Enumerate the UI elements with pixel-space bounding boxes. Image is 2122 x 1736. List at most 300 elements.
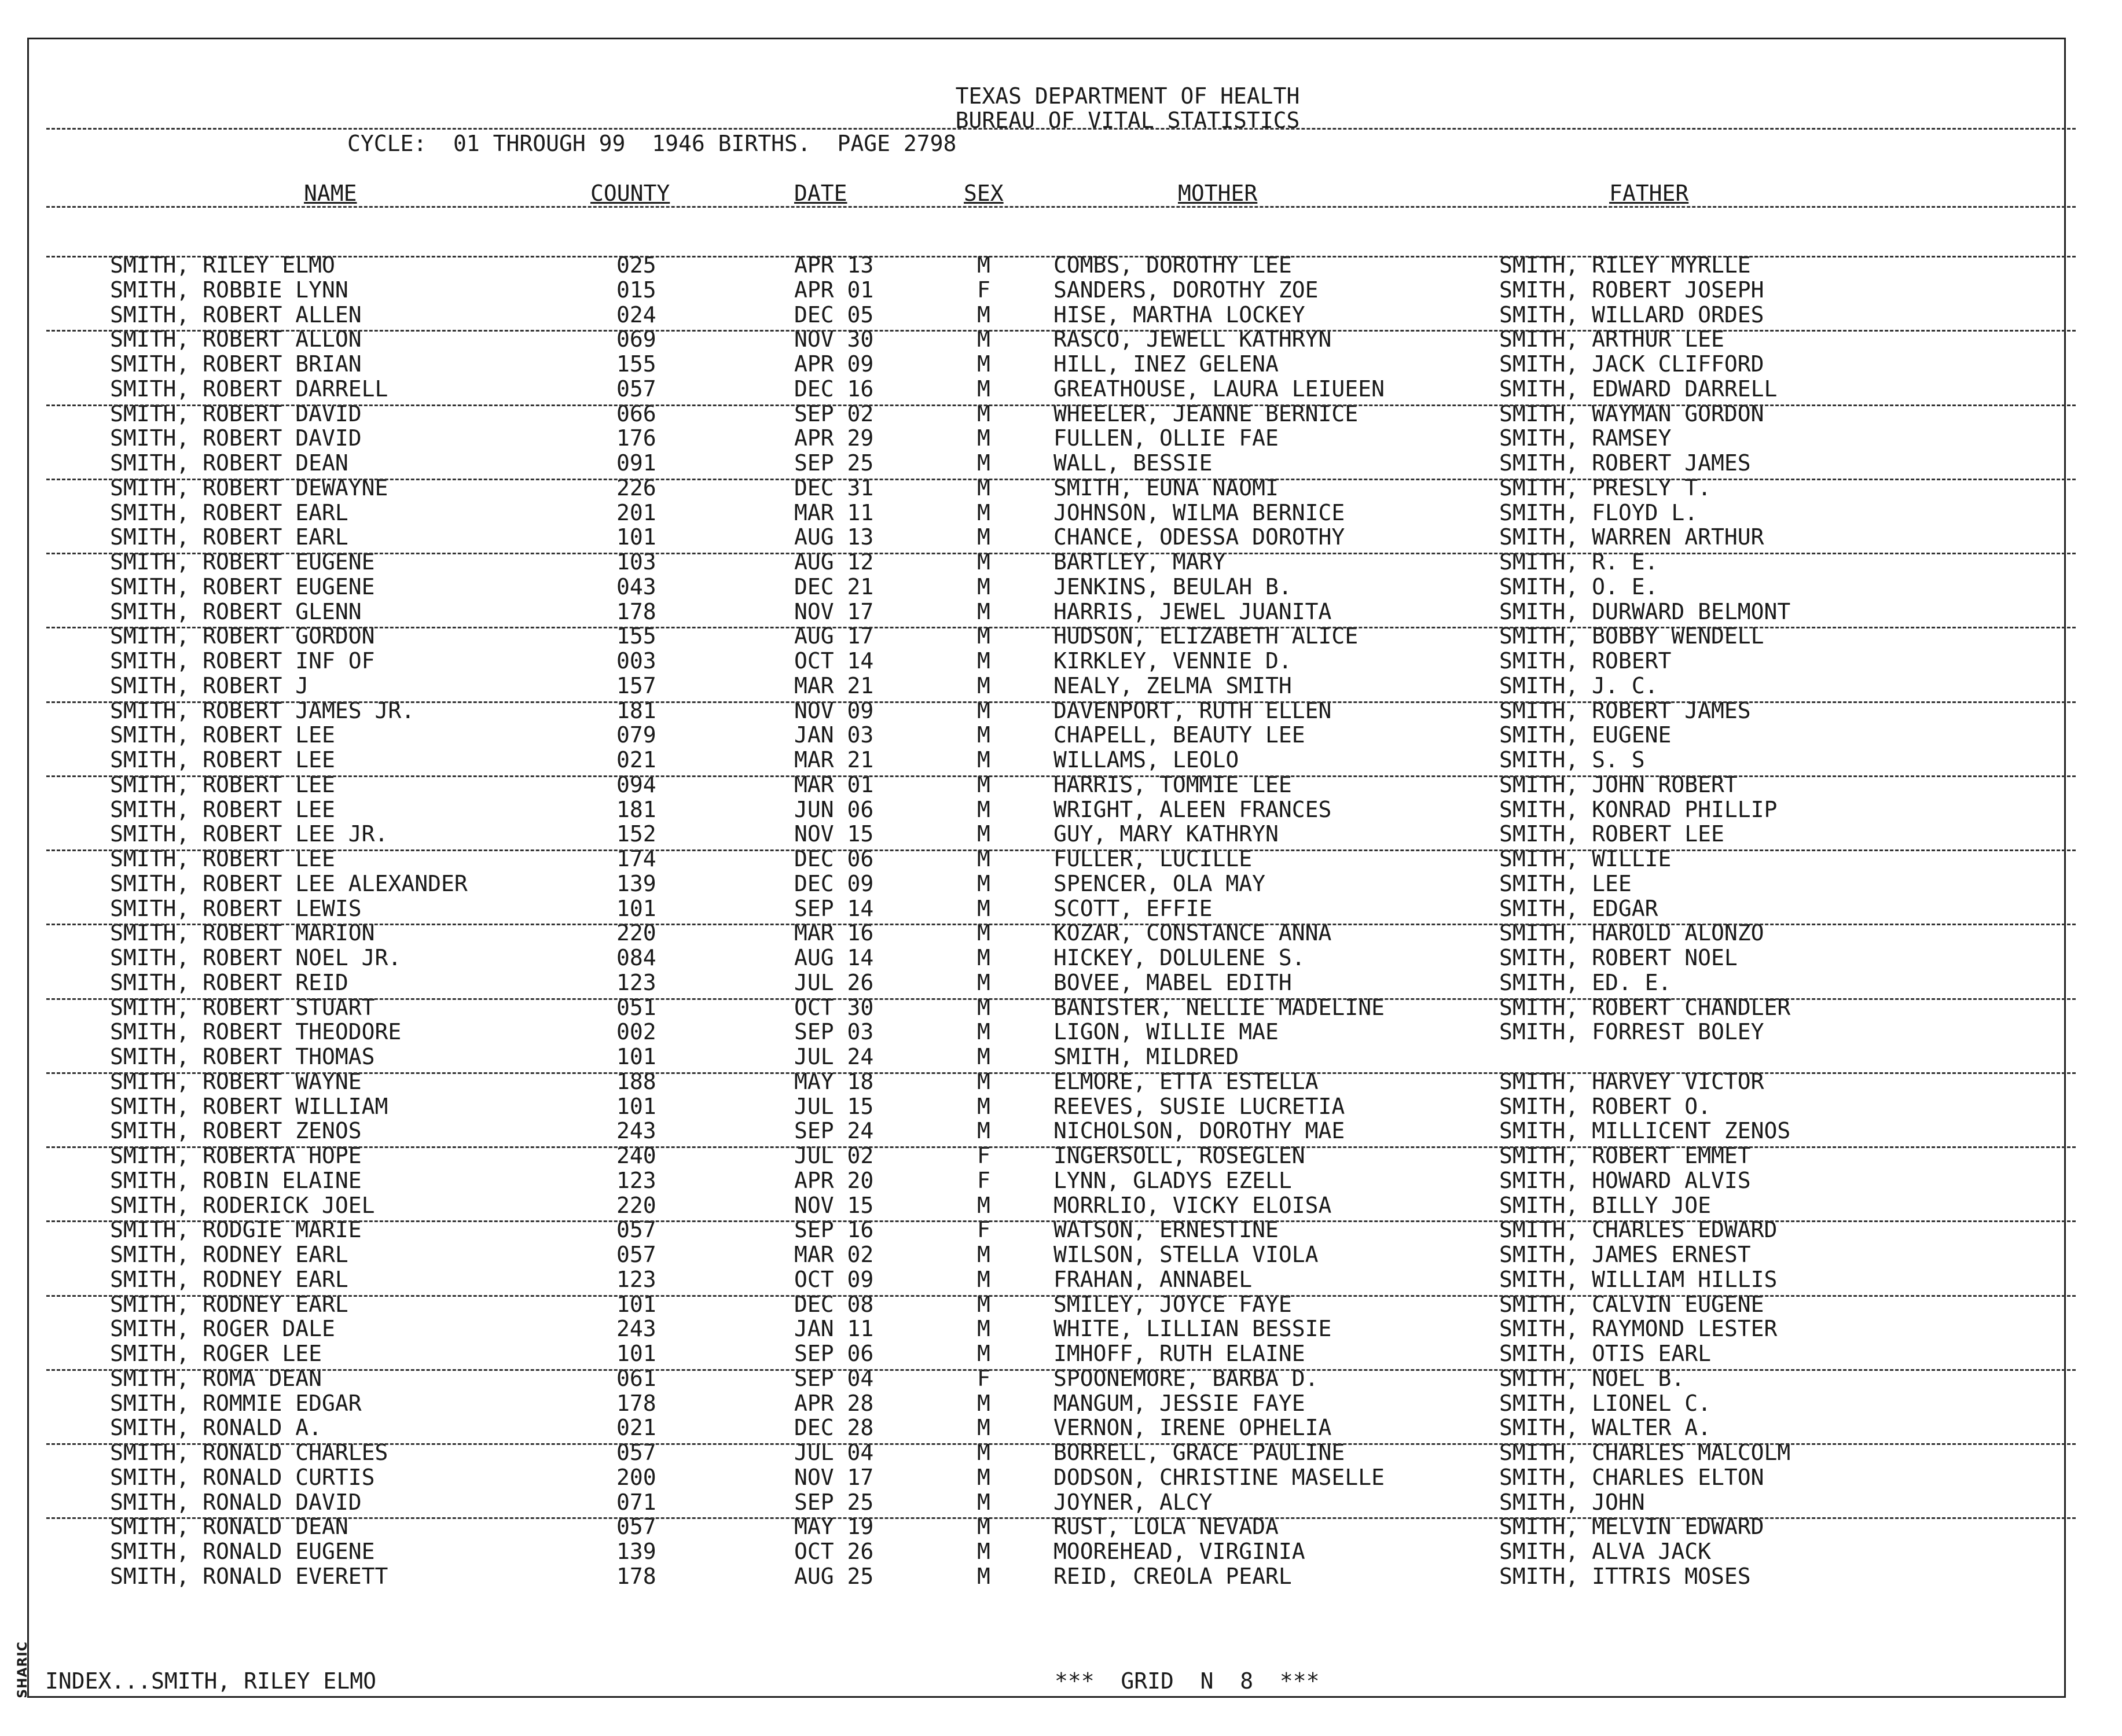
record-sex: M <box>977 722 990 748</box>
record-date: SEP 06 <box>794 1341 874 1366</box>
record-sex: M <box>977 326 990 352</box>
record-date: SEP 14 <box>794 895 874 921</box>
record-row <box>0 847 2122 871</box>
record-date: SEP 02 <box>794 400 874 426</box>
record-name: SMITH, ROBERTA HOPE <box>110 1143 362 1168</box>
record-father: SMITH, DURWARD BELMONT <box>1499 598 1791 624</box>
record-father: SMITH, HAROLD ALONZO <box>1499 920 1764 946</box>
record-county: 243 <box>616 1118 656 1144</box>
record-mother: HISE, MARTHA LOCKEY <box>1053 301 1305 328</box>
record-sex: M <box>977 252 990 278</box>
record-sex: M <box>977 648 990 674</box>
record-name: SMITH, ROBERT LEE JR. <box>110 821 388 847</box>
record-father: SMITH, FORREST BOLEY <box>1499 1019 1764 1045</box>
record-mother: WRIGHT, ALEEN FRANCES <box>1053 796 1332 822</box>
record-mother: DODSON, CHRISTINE MASELLE <box>1053 1464 1385 1490</box>
record-county: 091 <box>616 450 656 476</box>
record-county: 243 <box>616 1316 656 1342</box>
record-date: SEP 25 <box>794 450 874 476</box>
record-row <box>0 1267 2122 1292</box>
record-father: SMITH, RAMSEY <box>1499 425 1672 451</box>
record-name: SMITH, ROMA DEAN <box>110 1365 322 1391</box>
record-mother: FRAHAN, ANNABEL <box>1053 1266 1253 1292</box>
record-name: SMITH, ROBERT NOEL JR. <box>110 945 402 970</box>
record-mother: WATSON, ERNESTINE <box>1053 1217 1279 1243</box>
record-county: 181 <box>616 697 656 723</box>
record-date: SEP 25 <box>794 1489 874 1515</box>
record-sex: M <box>977 895 990 921</box>
record-name: SMITH, ROBERT WILLIAM <box>110 1093 388 1119</box>
column-header-father: FATHER <box>1609 181 1689 206</box>
record-father: SMITH, WARREN ARTHUR <box>1499 524 1764 550</box>
record-date: MAR 21 <box>794 747 874 773</box>
record-name: SMITH, ROBERT LEE <box>110 796 335 822</box>
birth-records-list <box>0 253 2122 1589</box>
record-row <box>0 723 2122 748</box>
record-date: JUL 15 <box>794 1093 874 1119</box>
record-sex: M <box>977 1341 990 1366</box>
record-father: SMITH, BILLY JOE <box>1499 1192 1712 1218</box>
record-date: JUL 26 <box>794 969 874 995</box>
record-date: SEP 03 <box>794 1019 874 1045</box>
record-date: DEC 06 <box>794 846 874 871</box>
record-row <box>0 1242 2122 1267</box>
record-name: SMITH, RODNEY EARL <box>110 1266 348 1292</box>
record-father: SMITH, R. E. <box>1499 549 1658 575</box>
record-father: SMITH, CHARLES EDWARD <box>1499 1217 1778 1243</box>
record-name: SMITH, ROBERT THOMAS <box>110 1044 375 1069</box>
record-name: SMITH, RONALD CHARLES <box>110 1440 388 1465</box>
record-father: SMITH, JACK CLIFFORD <box>1499 351 1764 377</box>
record-mother: REID, CREOLA PEARL <box>1053 1563 1292 1589</box>
record-county: 061 <box>616 1365 656 1391</box>
record-date: APR 09 <box>794 351 874 377</box>
record-name: SMITH, RODGIE MARIE <box>110 1217 362 1243</box>
record-mother: KIRKLEY, VENNIE D. <box>1053 648 1292 674</box>
record-mother: GREATHOUSE, LAURA LEIUEEN <box>1053 376 1385 402</box>
record-father: SMITH, BOBBY WENDELL <box>1499 623 1764 649</box>
record-county: 057 <box>616 1217 656 1243</box>
record-father: SMITH, WILLARD ORDES <box>1499 301 1764 328</box>
record-county: 015 <box>616 277 656 303</box>
record-date: DEC 31 <box>794 475 874 501</box>
record-row <box>0 501 2122 525</box>
record-row <box>0 674 2122 698</box>
record-sex: F <box>977 1365 990 1391</box>
record-row <box>0 1316 2122 1341</box>
record-sex: M <box>977 376 990 402</box>
record-sex: M <box>977 1514 990 1540</box>
record-sex: M <box>977 747 990 773</box>
record-father: SMITH, JOHN ROBERT <box>1499 771 1738 797</box>
record-mother: SPENCER, OLA MAY <box>1053 870 1266 896</box>
record-county: 101 <box>616 524 656 550</box>
record-name: SMITH, ROBERT EUGENE <box>110 573 375 599</box>
record-father: SMITH, ROBERT O. <box>1499 1093 1712 1119</box>
record-father: SMITH, JOHN <box>1499 1489 1645 1515</box>
record-county: 176 <box>616 425 656 451</box>
record-name: SMITH, ROBERT MARION <box>110 920 375 946</box>
record-name: SMITH, RONALD DAVID <box>110 1489 362 1515</box>
record-name: SMITH, RILEY ELMO <box>110 252 335 278</box>
record-name: SMITH, ROBERT ALLEN <box>110 301 362 328</box>
record-mother: RASCO, JEWELL KATHRYN <box>1053 326 1332 352</box>
record-date: DEC 08 <box>794 1291 874 1317</box>
record-father: SMITH, WALTER A. <box>1499 1415 1712 1441</box>
record-name: SMITH, RODNEY EARL <box>110 1291 348 1317</box>
record-date: DEC 28 <box>794 1415 874 1441</box>
record-county: 024 <box>616 301 656 328</box>
record-sex: M <box>977 1539 990 1564</box>
record-date: OCT 26 <box>794 1539 874 1564</box>
record-name: SMITH, ROBERT LEE <box>110 846 335 871</box>
record-date: SEP 24 <box>794 1118 874 1144</box>
record-sex: F <box>977 277 990 303</box>
record-mother: WHITE, LILLIAN BESSIE <box>1053 1316 1332 1342</box>
record-county: 101 <box>616 1291 656 1317</box>
record-row <box>0 1292 2122 1317</box>
record-mother: ELMORE, ETTA ESTELLA <box>1053 1068 1319 1094</box>
record-county: 178 <box>616 1563 656 1589</box>
record-mother: HILL, INEZ GELENA <box>1053 351 1279 377</box>
record-father: SMITH, S. S <box>1499 747 1645 773</box>
record-name: SMITH, ROBERT JAMES JR. <box>110 697 415 723</box>
record-county: 220 <box>616 920 656 946</box>
record-county: 069 <box>616 326 656 352</box>
record-sex: M <box>977 771 990 797</box>
record-row <box>0 1168 2122 1193</box>
record-father: SMITH, HARVEY VICTOR <box>1499 1068 1764 1094</box>
record-row <box>0 1020 2122 1044</box>
record-sex: M <box>977 920 990 946</box>
record-date: JUL 04 <box>794 1440 874 1465</box>
record-row <box>0 797 2122 822</box>
record-name: SMITH, ROBERT EUGENE <box>110 549 375 575</box>
record-sex: M <box>977 1044 990 1069</box>
record-father: SMITH, ROBERT JAMES <box>1499 697 1751 723</box>
record-row <box>0 1044 2122 1069</box>
record-date: NOV 17 <box>794 598 874 624</box>
record-name: SMITH, ROBERT DAVID <box>110 425 362 451</box>
record-father: SMITH, NOEL B. <box>1499 1365 1685 1391</box>
record-row <box>0 1218 2122 1242</box>
record-sex: M <box>977 1192 990 1218</box>
column-header-sex: SEX <box>964 181 1004 206</box>
record-sex: M <box>977 1242 990 1267</box>
record-father: SMITH, ROBERT EMMET <box>1499 1143 1751 1168</box>
record-mother: HUDSON, ELIZABETH ALICE <box>1053 623 1359 649</box>
record-date: JAN 11 <box>794 1316 874 1342</box>
record-father: SMITH, PRESLY T. <box>1499 475 1712 501</box>
record-sex: M <box>977 994 990 1020</box>
record-county: 155 <box>616 623 656 649</box>
record-county: 139 <box>616 1539 656 1564</box>
record-mother: JENKINS, BEULAH B. <box>1053 573 1292 599</box>
record-county: 178 <box>616 598 656 624</box>
record-father: SMITH, ROBERT NOEL <box>1499 945 1738 970</box>
record-name: SMITH, ROBERT LEE ALEXANDER <box>110 870 468 896</box>
record-name: SMITH, RODERICK JOEL <box>110 1192 375 1218</box>
record-county: 066 <box>616 400 656 426</box>
record-row <box>0 698 2122 723</box>
record-name: SMITH, ROBIN ELAINE <box>110 1167 362 1193</box>
record-sex: M <box>977 1390 990 1416</box>
record-mother: RUST, LOLA NEVADA <box>1053 1514 1279 1540</box>
record-row <box>0 575 2122 599</box>
record-county: 188 <box>616 1068 656 1094</box>
record-father: SMITH, CHARLES ELTON <box>1499 1464 1764 1490</box>
record-name: SMITH, ROBBIE LYNN <box>110 277 348 303</box>
record-date: OCT 09 <box>794 1266 874 1292</box>
record-name: SMITH, ROBERT DEAN <box>110 450 348 476</box>
record-date: OCT 30 <box>794 994 874 1020</box>
record-name: SMITH, ROBERT DARRELL <box>110 376 388 402</box>
record-county: 043 <box>616 573 656 599</box>
record-father: SMITH, ROBERT LEE <box>1499 821 1724 847</box>
record-county: 057 <box>616 1440 656 1465</box>
record-row <box>0 303 2122 328</box>
record-row <box>0 995 2122 1020</box>
record-sex: M <box>977 1291 990 1317</box>
record-father: SMITH, MELVIN EDWARD <box>1499 1514 1764 1540</box>
record-name: SMITH, ROGER DALE <box>110 1316 335 1342</box>
record-father: SMITH, MILLICENT ZENOS <box>1499 1118 1791 1144</box>
record-county: 201 <box>616 499 656 525</box>
record-mother: NEALY, ZELMA SMITH <box>1053 672 1292 698</box>
record-date: MAR 02 <box>794 1242 874 1267</box>
record-sex: M <box>977 623 990 649</box>
record-mother: IMHOFF, RUTH ELAINE <box>1053 1341 1305 1366</box>
record-father: SMITH, O. E. <box>1499 573 1658 599</box>
record-mother: JOYNER, ALCY <box>1053 1489 1213 1515</box>
record-father: SMITH, EDWARD DARRELL <box>1499 376 1778 402</box>
record-row <box>0 451 2122 476</box>
record-name: SMITH, RONALD DEAN <box>110 1514 348 1540</box>
record-date: APR 28 <box>794 1390 874 1416</box>
record-county: 021 <box>616 747 656 773</box>
record-mother: HARRIS, TOMMIE LEE <box>1053 771 1292 797</box>
record-row <box>0 1490 2122 1515</box>
record-sex: M <box>977 1464 990 1490</box>
record-county: 021 <box>616 1415 656 1441</box>
record-sex: M <box>977 870 990 896</box>
record-sex: M <box>977 598 990 624</box>
record-father: SMITH, RILEY MYRLLE <box>1499 252 1751 278</box>
record-mother: JOHNSON, WILMA BERNICE <box>1053 499 1345 525</box>
record-mother: SMITH, MILDRED <box>1053 1044 1239 1069</box>
column-header-date: DATE <box>794 181 847 206</box>
record-father: SMITH, EUGENE <box>1499 722 1672 748</box>
record-mother: KOZAR, CONSTANCE ANNA <box>1053 920 1332 946</box>
record-name: SMITH, RONALD CURTIS <box>110 1464 375 1490</box>
record-county: 002 <box>616 1019 656 1045</box>
record-father: SMITH, JAMES ERNEST <box>1499 1242 1751 1267</box>
record-county: 084 <box>616 945 656 970</box>
record-date: MAY 18 <box>794 1068 874 1094</box>
record-father: SMITH, WILLIE <box>1499 846 1672 871</box>
record-mother: CHAPELL, BEAUTY LEE <box>1053 722 1305 748</box>
record-date: OCT 14 <box>794 648 874 674</box>
record-father: SMITH, ITTRIS MOSES <box>1499 1563 1751 1589</box>
record-county: 123 <box>616 969 656 995</box>
record-row <box>0 1564 2122 1589</box>
record-name: SMITH, ROBERT GLENN <box>110 598 362 624</box>
record-mother: CHANCE, ODESSA DOROTHY <box>1053 524 1345 550</box>
record-row <box>0 599 2122 624</box>
record-father: SMITH, ROBERT CHANDLER <box>1499 994 1791 1020</box>
record-row <box>0 476 2122 501</box>
record-row <box>0 1069 2122 1094</box>
record-father: SMITH, ALVA JACK <box>1499 1539 1712 1564</box>
record-date: MAR 16 <box>794 920 874 946</box>
record-father: SMITH, ED. E. <box>1499 969 1672 995</box>
record-row <box>0 1366 2122 1391</box>
record-date: NOV 17 <box>794 1464 874 1490</box>
record-date: NOV 15 <box>794 821 874 847</box>
header-divider <box>46 128 2076 130</box>
record-row <box>0 377 2122 402</box>
record-date: APR 01 <box>794 277 874 303</box>
record-county: 123 <box>616 1266 656 1292</box>
record-father: SMITH, WILLIAM HILLIS <box>1499 1266 1778 1292</box>
record-sex: M <box>977 969 990 995</box>
record-row <box>0 426 2122 451</box>
record-mother: NICHOLSON, DOROTHY MAE <box>1053 1118 1345 1144</box>
record-row <box>0 327 2122 352</box>
record-date: APR 13 <box>794 252 874 278</box>
record-father: SMITH, J. C. <box>1499 672 1658 698</box>
column-header-name: NAME <box>304 181 357 206</box>
record-name: SMITH, ROBERT STUART <box>110 994 375 1020</box>
record-sex: M <box>977 351 990 377</box>
record-county: 123 <box>616 1167 656 1193</box>
record-sex: M <box>977 1266 990 1292</box>
record-sex: M <box>977 400 990 426</box>
record-mother: WILLAMS, LEOLO <box>1053 747 1239 773</box>
record-date: AUG 17 <box>794 623 874 649</box>
record-sex: M <box>977 1019 990 1045</box>
record-sex: F <box>977 1167 990 1193</box>
record-mother: COMBS, DOROTHY LEE <box>1053 252 1292 278</box>
record-county: 178 <box>616 1390 656 1416</box>
record-mother: BOVEE, MABEL EDITH <box>1053 969 1292 995</box>
record-name: SMITH, ROGER LEE <box>110 1341 322 1366</box>
record-county: 240 <box>616 1143 656 1168</box>
record-name: SMITH, ROBERT THEODORE <box>110 1019 402 1045</box>
record-mother: BANISTER, NELLIE MADELINE <box>1053 994 1385 1020</box>
record-row <box>0 550 2122 575</box>
column-header-mother: MOTHER <box>1178 181 1258 206</box>
record-name: SMITH, ROBERT LEWIS <box>110 895 362 921</box>
record-name: SMITH, ROBERT ALLON <box>110 326 362 352</box>
record-sex: M <box>977 846 990 871</box>
record-county: 057 <box>616 376 656 402</box>
record-mother: GUY, MARY KATHRYN <box>1053 821 1279 847</box>
record-sex: M <box>977 697 990 723</box>
record-father: SMITH, OTIS EARL <box>1499 1341 1712 1366</box>
record-row <box>0 1094 2122 1119</box>
record-father: SMITH, ARTHUR LEE <box>1499 326 1724 352</box>
record-county: 103 <box>616 549 656 575</box>
record-row <box>0 649 2122 674</box>
record-sex: M <box>977 1118 990 1144</box>
record-sex: M <box>977 1093 990 1119</box>
record-name: SMITH, ROMMIE EDGAR <box>110 1390 362 1416</box>
record-father: SMITH, ROBERT JOSEPH <box>1499 277 1764 303</box>
record-name: SMITH, ROBERT WAYNE <box>110 1068 362 1094</box>
record-name: SMITH, ROBERT J <box>110 672 309 698</box>
record-sex: M <box>977 549 990 575</box>
record-mother: INGERSOLL, ROSEGLEN <box>1053 1143 1305 1168</box>
record-father: SMITH, KONRAD PHILLIP <box>1499 796 1778 822</box>
column-header-divider <box>46 206 2076 208</box>
record-row <box>0 1539 2122 1564</box>
record-row <box>0 773 2122 797</box>
record-name: SMITH, ROBERT LEE <box>110 771 335 797</box>
record-county: 157 <box>616 672 656 698</box>
record-county: 155 <box>616 351 656 377</box>
record-date: DEC 21 <box>794 573 874 599</box>
record-sex: M <box>977 1316 990 1342</box>
record-name: SMITH, ROBERT ZENOS <box>110 1118 362 1144</box>
record-mother: MOOREHEAD, VIRGINIA <box>1053 1539 1305 1564</box>
record-sex: F <box>977 1143 990 1168</box>
record-date: JUL 24 <box>794 1044 874 1069</box>
record-county: 003 <box>616 648 656 674</box>
side-label-text: SHARIC <box>15 1641 30 1698</box>
record-sex: M <box>977 301 990 328</box>
record-mother: FULLEN, OLLIE FAE <box>1053 425 1279 451</box>
record-date: NOV 09 <box>794 697 874 723</box>
record-father: SMITH, WAYMAN GORDON <box>1499 400 1764 426</box>
record-date: AUG 14 <box>794 945 874 970</box>
record-row <box>0 946 2122 970</box>
record-name: SMITH, ROBERT DAVID <box>110 400 362 426</box>
record-county: 101 <box>616 895 656 921</box>
record-date: JAN 03 <box>794 722 874 748</box>
record-father: SMITH, CHARLES MALCOLM <box>1499 1440 1791 1465</box>
record-county: 057 <box>616 1514 656 1540</box>
record-county: 152 <box>616 821 656 847</box>
record-sex: M <box>977 425 990 451</box>
side-label <box>2 1638 43 1701</box>
record-county: 101 <box>616 1093 656 1119</box>
record-mother: SPOONEMORE, BARBA D. <box>1053 1365 1319 1391</box>
record-mother: HARRIS, JEWEL JUANITA <box>1053 598 1332 624</box>
record-date: MAR 01 <box>794 771 874 797</box>
record-row <box>0 1193 2122 1218</box>
record-sex: M <box>977 1415 990 1441</box>
record-county: 094 <box>616 771 656 797</box>
record-row <box>0 402 2122 426</box>
record-mother: WILSON, STELLA VIOLA <box>1053 1242 1319 1267</box>
cycle-line: CYCLE: 01 THROUGH 99 1946 BIRTHS. PAGE 2798 <box>347 131 957 156</box>
record-row <box>0 1143 2122 1168</box>
record-county: 079 <box>616 722 656 748</box>
record-sex: M <box>977 475 990 501</box>
record-mother: BARTLEY, MARY <box>1053 549 1226 575</box>
record-father: SMITH, EDGAR <box>1499 895 1658 921</box>
record-row <box>0 352 2122 377</box>
record-sex: M <box>977 450 990 476</box>
record-mother: WHEELER, JEANNE BERNICE <box>1053 400 1359 426</box>
record-mother: SANDERS, DOROTHY ZOE <box>1053 277 1319 303</box>
record-row <box>0 822 2122 847</box>
record-father: SMITH, RAYMOND LESTER <box>1499 1316 1778 1342</box>
record-name: SMITH, ROBERT GORDON <box>110 623 375 649</box>
record-sex: M <box>977 1440 990 1465</box>
record-sex: M <box>977 821 990 847</box>
